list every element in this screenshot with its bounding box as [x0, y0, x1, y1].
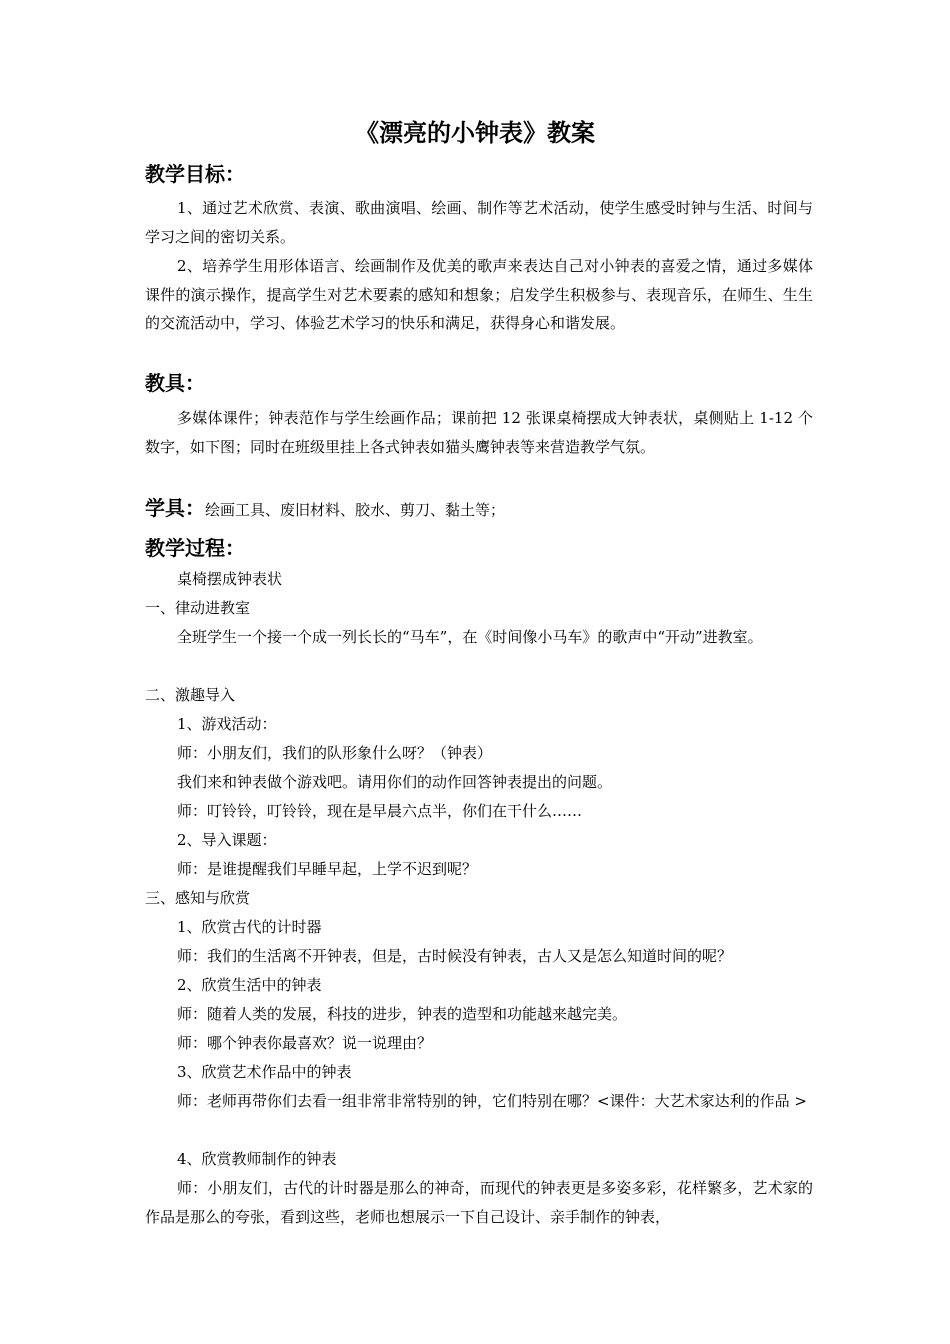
process-line: 师：小朋友们，我们的队形象什么呀？（钟表）: [177, 744, 493, 762]
process-line: 师：哪个钟表你最喜欢？说一说理由？: [177, 1034, 433, 1052]
process-paragraph: 师：老师再带你们去看一组非常非常特别的钟，它们特别在哪？<课件：大艺术家达利的作品 >: [177, 1092, 807, 1110]
heading-process: 教学过程：: [145, 536, 245, 560]
subsection-heading: 2、欣赏生活中的钟表: [177, 976, 322, 994]
teaching-aids-paragraph: 多媒体课件；钟表范作与学生绘画作品；课前把 12 张课桌椅摆成大钟表状，桌侧贴上 1-12 个数字，如下图；同时在班级里挂上各式钟表如猫头鹰钟表等来营造教学气氛。: [145, 409, 813, 456]
section-heading: 一、律动进教室: [145, 599, 251, 617]
objective-paragraph-1: 1、通过艺术欣赏、表演、歌曲演唱、绘画、制作等艺术活动，使学生感受时钟与生活、时间与学习之间的密切关系。: [145, 199, 813, 246]
subsection-heading: 3、欣赏艺术作品中的钟表: [177, 1063, 352, 1081]
section-heading: 三、感知与欣赏: [145, 889, 251, 907]
process-line: 师：我们的生活离不开钟表，但是，古时候没有钟表，古人又是怎么知道时间的呢？: [177, 947, 733, 965]
section-heading: 二、激趣导入: [145, 686, 236, 704]
student-tools-label: 学具：: [145, 496, 205, 520]
process-line: 我们来和钟表做个游戏吧。请用你们的动作回答钟表提出的问题。: [177, 773, 613, 791]
process-paragraph: 师：小朋友们，古代的计时器是那么的神奇，而现代的钟表更是多姿多彩，花样繁多，艺术家的作品是那么的夸张，看到这些，老师也想展示一下自己设计、亲手制作的钟表，: [145, 1179, 813, 1226]
process-line: 桌椅摆成钟表状: [177, 570, 283, 588]
subsection-heading: 1、游戏活动：: [177, 715, 277, 733]
student-tools-text: 绘画工具、废旧材料、胶水、剪刀、黏土等；: [205, 501, 506, 519]
process-paragraph: 全班学生一个接一个成一列长长的“马车”，在《时间像小马车》的歌声中“开动”进教室。: [177, 628, 763, 646]
process-line: 师：叮铃铃，叮铃铃，现在是早晨六点半，你们在干什么……: [177, 802, 583, 820]
subsection-heading: 1、欣赏古代的计时器: [177, 918, 322, 936]
heading-objectives: 教学目标：: [145, 162, 245, 186]
heading-student-tools: [145, 494, 505, 524]
subsection-heading: 4、欣赏教师制作的钟表: [177, 1150, 337, 1168]
objective-paragraph-2: 2、培养学生用形体语言、绘画制作及优美的歌声来表达自己对小钟表的喜爱之情，通过多媒体课件的演示操作，提高学生对艺术要素的感知和想象；启发学生积极参与、表现音乐，在师生、生生的交流活动中，学习、体验艺术学习的快乐和满足，获得身心和谐发展。: [145, 257, 813, 332]
heading-teaching-aids: 教具：: [145, 371, 205, 395]
document-title: 《漂亮的小钟表》教案: [355, 119, 595, 147]
process-line: 师：随着人类的发展，科技的进步，钟表的造型和功能越来越完美。: [177, 1005, 628, 1023]
subsection-heading: 2、导入课题：: [177, 831, 277, 849]
process-line: 师：是谁提醒我们早睡早起，上学不迟到呢？: [177, 860, 478, 878]
